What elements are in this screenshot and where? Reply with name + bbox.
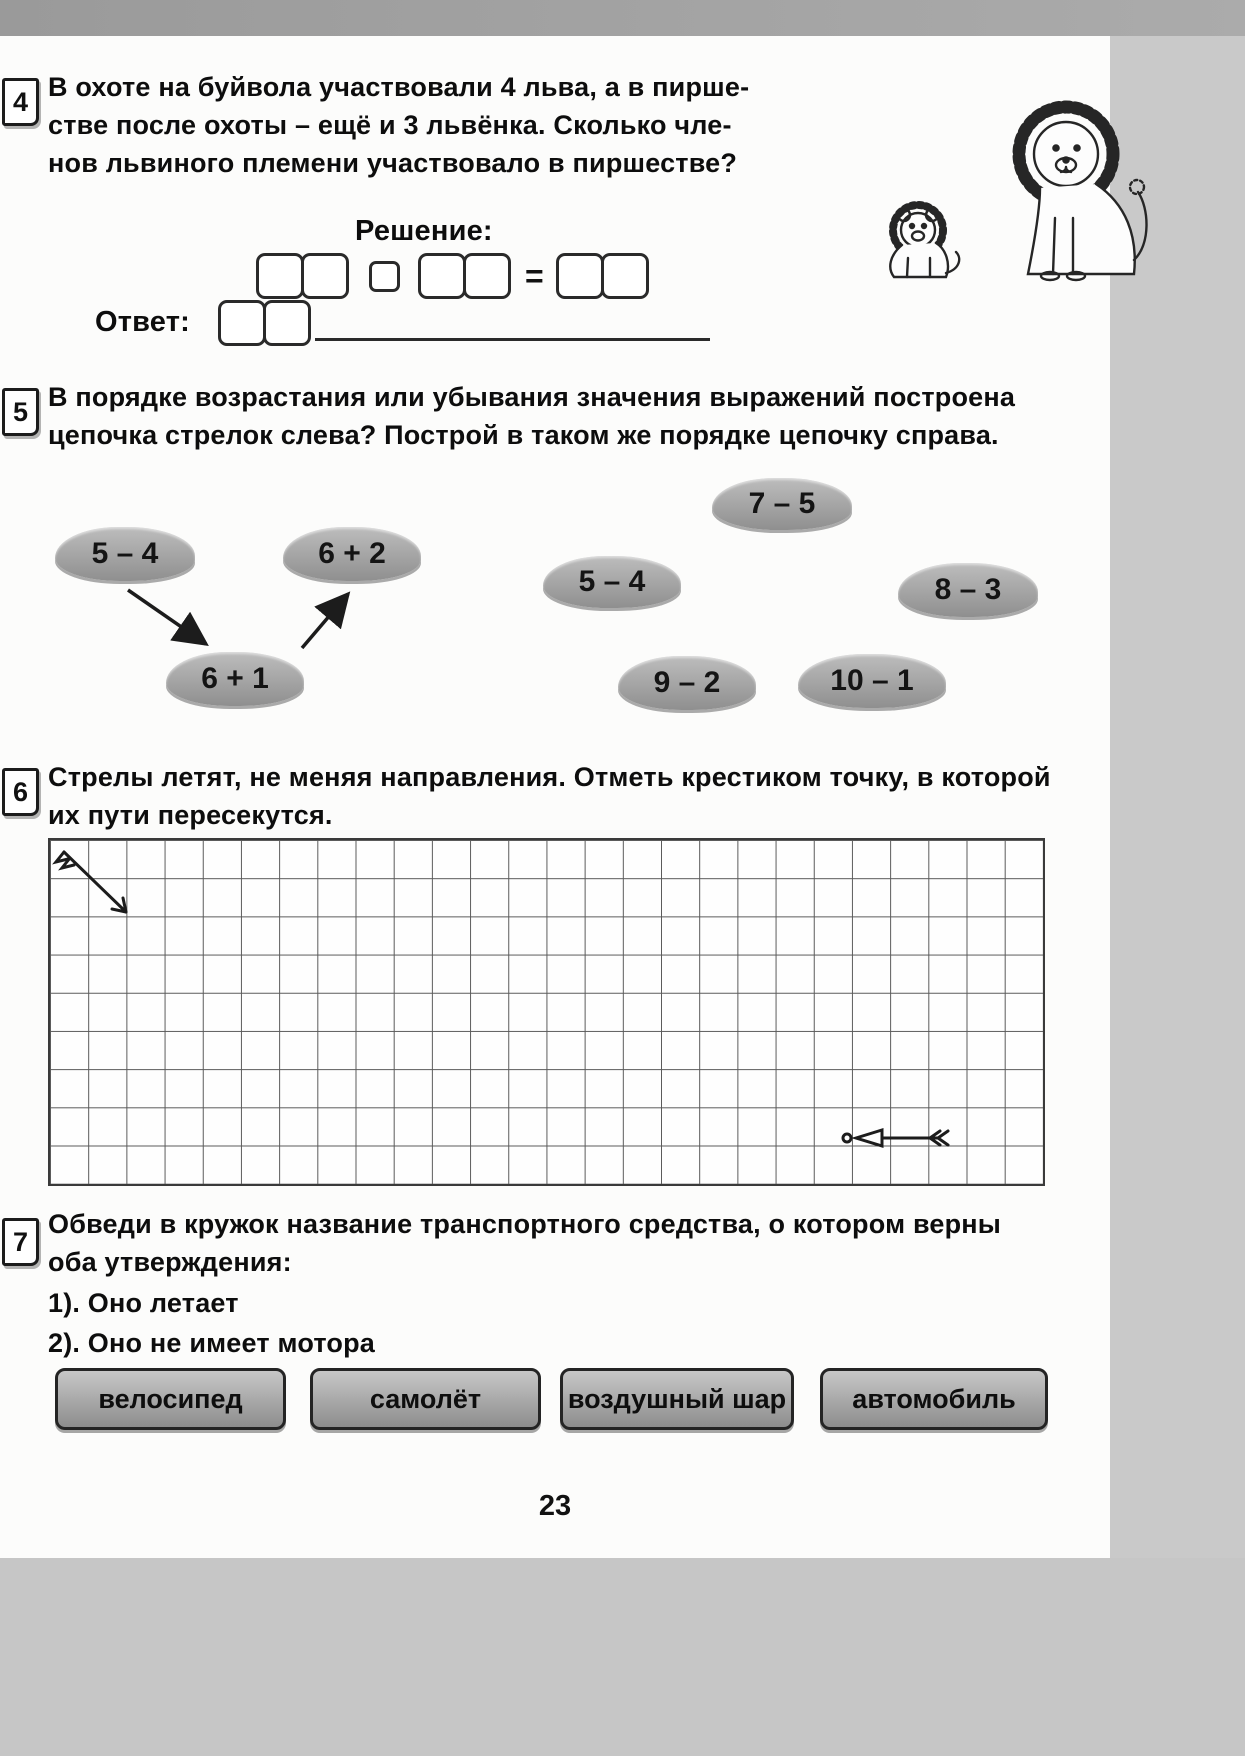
task5-text bbox=[48, 378, 1063, 454]
task5-number bbox=[2, 388, 39, 436]
option-label: воздушный шар bbox=[567, 1383, 787, 1414]
task4-line2: стве после охоты – ещё и 3 львёнка. Сколько чле- bbox=[48, 110, 732, 140]
operation-box[interactable] bbox=[369, 261, 400, 292]
answer-box[interactable] bbox=[556, 253, 604, 299]
expression-label: 6 + 1 bbox=[201, 662, 269, 695]
task4-line3: нов львиного племени участвовало в пиршестве? bbox=[48, 148, 738, 178]
task4-line1: В охоте на буйвола участвовали 4 льва, а в пирше- bbox=[48, 72, 750, 102]
task7-text bbox=[48, 1205, 1058, 1281]
answer-box[interactable] bbox=[256, 253, 304, 299]
equals-sign: = bbox=[525, 257, 544, 294]
expression-label: 9 – 2 bbox=[653, 666, 721, 699]
expression-label: 6 + 2 bbox=[318, 537, 386, 570]
expression-blob[interactable] bbox=[618, 656, 756, 710]
task7-condition-2: 2). Оно не имеет мотора bbox=[48, 1328, 376, 1358]
answer-boxes[interactable] bbox=[218, 300, 311, 346]
task4-number-label: 4 bbox=[12, 86, 29, 117]
solution-label: Решение: bbox=[355, 215, 493, 247]
expression-label: 5 – 4 bbox=[578, 565, 646, 598]
task6-line2: их пути пересекутся. bbox=[48, 800, 333, 830]
expression-label: 5 – 4 bbox=[91, 537, 159, 570]
option-label: автомобиль bbox=[852, 1383, 1016, 1414]
scan-bottom-band bbox=[0, 1558, 1245, 1756]
page-number: 23 bbox=[538, 1490, 572, 1522]
task6-text bbox=[48, 758, 1063, 834]
expression-blob[interactable] bbox=[712, 478, 852, 530]
answer-box[interactable] bbox=[301, 253, 349, 299]
option-balloon[interactable] bbox=[560, 1368, 794, 1430]
answer-label: Ответ: bbox=[95, 306, 191, 338]
solution-equation bbox=[256, 253, 649, 299]
task5-line1: В порядке возрастания или убывания значения выражений построена bbox=[48, 382, 1016, 412]
graph-paper-grid[interactable] bbox=[48, 838, 1045, 1186]
expression-label: 7 – 5 bbox=[748, 487, 816, 520]
task7-number bbox=[2, 1218, 39, 1266]
option-airplane[interactable] bbox=[310, 1368, 541, 1430]
task6-line1: Стрелы летят, не меняя направления. Отметь крестиком точку, в которой bbox=[48, 762, 1051, 792]
expression-blob[interactable] bbox=[283, 527, 421, 581]
answer-box[interactable] bbox=[263, 300, 311, 346]
expression-blob[interactable] bbox=[55, 527, 195, 581]
solution-operand1-boxes[interactable] bbox=[256, 253, 349, 299]
expression-blob[interactable] bbox=[798, 654, 946, 708]
option-label: велосипед bbox=[98, 1383, 243, 1414]
answer-line[interactable] bbox=[315, 308, 710, 341]
answer-box[interactable] bbox=[418, 253, 466, 299]
option-bicycle[interactable] bbox=[55, 1368, 286, 1430]
answer-box[interactable] bbox=[218, 300, 266, 346]
task6-number bbox=[2, 768, 39, 816]
task7-condition-1: 1). Оно летает bbox=[48, 1288, 239, 1318]
expression-label: 8 – 3 bbox=[934, 573, 1002, 606]
solution-operand2-boxes[interactable] bbox=[418, 253, 511, 299]
expression-blob[interactable] bbox=[166, 652, 304, 706]
expression-label: 10 – 1 bbox=[830, 664, 914, 697]
task5-number-label: 5 bbox=[12, 396, 29, 427]
expression-blob[interactable] bbox=[543, 556, 681, 608]
task6-number-label: 6 bbox=[12, 776, 29, 807]
task4-number bbox=[2, 78, 39, 126]
task5-line2: цепочка стрелок слева? Построй в таком же порядке цепочку справа. bbox=[48, 420, 999, 450]
answer-box[interactable] bbox=[601, 253, 649, 299]
option-car[interactable] bbox=[820, 1368, 1048, 1430]
task7-number-label: 7 bbox=[12, 1226, 29, 1257]
solution-result-boxes[interactable] bbox=[556, 253, 649, 299]
task7-line2: оба утверждения: bbox=[48, 1247, 292, 1277]
lion-illustration bbox=[850, 68, 1150, 313]
task7-line1: Обведи в кружок название транспортного средства, о котором верны bbox=[48, 1209, 1002, 1239]
expression-blob[interactable] bbox=[898, 563, 1038, 617]
answer-box[interactable] bbox=[463, 253, 511, 299]
scan-top-bar bbox=[0, 0, 1245, 36]
task4-text bbox=[48, 68, 768, 182]
option-label: самолёт bbox=[369, 1383, 482, 1414]
